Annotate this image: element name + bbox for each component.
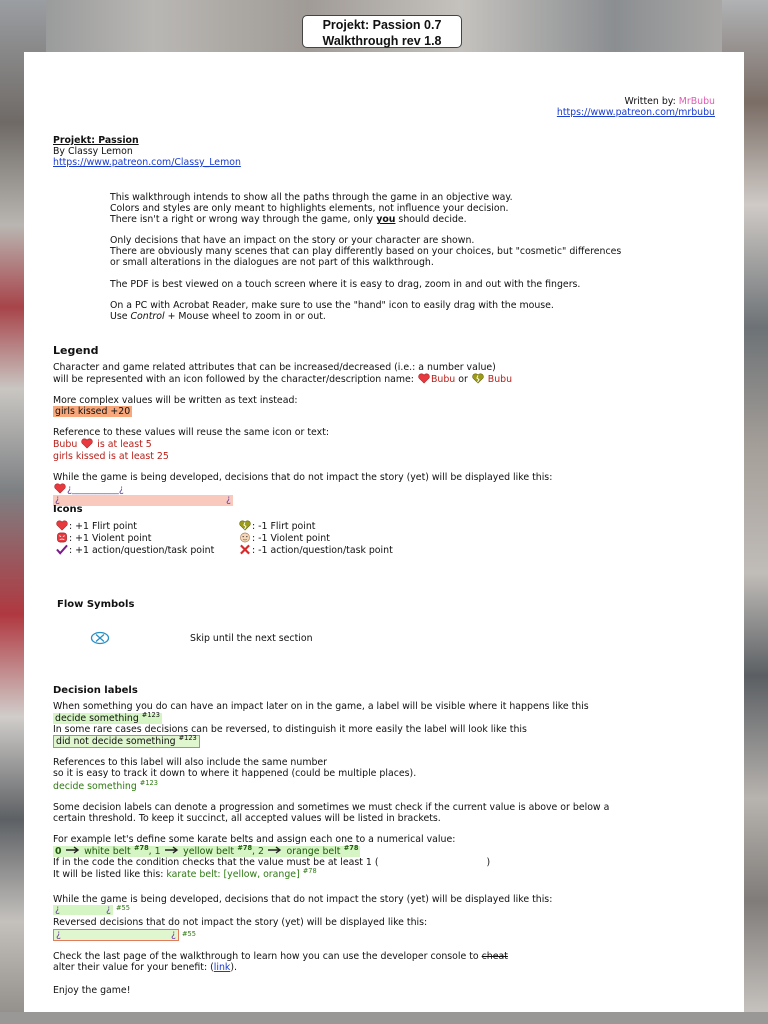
decisions-heading: Decision labels — [53, 685, 138, 696]
intro-text: This walkthrough intends to show all the paths through the game in an objective way. — [110, 192, 513, 203]
arrow-icon — [65, 846, 81, 854]
decisions-block: When something you do can have an impact later on in the game, a label will be visible where it happens like this decide something $^{\#123}$ In some rare cases decisions can be reversed, to distinguish it more easily the label will look like this did not decide something $^{\#123}$ References to this label will also include the same number so it is easy to track it down to where it happened (could be multiple places). decide something $^{\#123}$ Some decision labels can denote a progression and sometimes we must check if the current value is above or below a certain threshold. To keep it succinct, all accepted values will be listed in brackets. For example let's define some karate belts and assign each one to a numerical value: 0 white belt $^{\#78}$, 1 yellow belt $^{\#78}$, 2 orange belt $^{\#78}$ If in the code the condition checks that the value must be at least 1 ( ) It will be listed like this: karate belt: [yellow, orange] $^{\#78}$ While the game is being developed, decisions that do not impact the story (yet) will be displayed like this: ¿ ¿ $^{\#55}$ Reversed decisions that do not impact the story (yet) will be displayed like this: ¿ ¿ $^{\#55}$ Check the last page of the walkthrough to learn how you can use the developer console to cheat alter their value for your benefit: (link). Enjoy the game! — [53, 701, 610, 996]
intro-text: There are obviously many scenes that can play differently based on your choices, but "cosmetic" differences — [110, 246, 622, 258]
decision-text: In some rare cases decisions can be reversed, to distinguish it more easily the label will look like this — [53, 724, 527, 736]
legend-heading: Legend — [53, 344, 99, 357]
icon-row: : -1 action/question/task point — [238, 544, 393, 556]
heart-icon — [55, 520, 69, 531]
invisible-decision-label: ¿ ¿ — [55, 904, 111, 916]
decision-text: It will be listed like this: karate belt: [yellow, orange] $^{\#78}$ — [53, 867, 317, 881]
icon-row: : -1 Flirt point — [238, 520, 393, 532]
legend-text: Reference to these values will reuse the same icon or text: — [53, 427, 330, 439]
icons-column-right — [238, 520, 393, 556]
intro-text: Colors and styles are only meant to highlights elements, not influence your decision. — [110, 203, 509, 215]
arrow-icon — [267, 846, 283, 854]
cross-icon — [238, 544, 252, 555]
intro-text: There isn't a right or wrong way through the game, only you should decide. — [110, 214, 467, 226]
decision-text: alter their value for your benefit: (link). — [53, 961, 238, 973]
decision-text: If in the code the condition checks that the value must be at least 1 ( ) — [53, 857, 491, 869]
invisible-decision-example: ¿__________¿ — [53, 483, 552, 495]
written-by-label: Written by: — [624, 96, 679, 107]
legend-block — [53, 362, 552, 506]
intro-text: or small alterations in the dialogues are not part of this walkthrough. — [110, 257, 434, 269]
skip-section-label: Skip until the next section — [190, 633, 313, 644]
decision-label-example: decide something $^{\#123}$ — [55, 711, 160, 725]
author-link[interactable]: https://www.patreon.com/mrbubu — [556, 107, 715, 119]
closing-text: Enjoy the game! — [53, 984, 131, 996]
decision-text: Reversed decisions that do not impact the story (yet) will be displayed like this: — [53, 917, 428, 929]
intro-text: On a PC with Acrobat Reader, make sure to use the "hand" icon to easily drag with the mouse. — [110, 299, 554, 311]
intro-text: The PDF is best viewed on a touch screen where it is easy to drag, zoom in and out with the fingers. — [110, 278, 581, 290]
reference-example: Bubu is at least 5 — [53, 439, 152, 451]
girls-kissed-value: girls kissed +20 — [55, 406, 131, 418]
game-link[interactable]: https://www.patreon.com/Classy_Lemon — [53, 157, 241, 169]
decision-text: Check the last page of the walkthrough to learn how you can use the developer console to cheat — [53, 950, 508, 962]
decision-reference: decide something $^{\#123}$ — [53, 778, 158, 792]
reversed-decision-label: did not decide something $^{\#123}$ — [53, 735, 200, 748]
decision-text: While the game is being developed, decisions that do not impact the story (yet) will be displayed like this: — [53, 894, 553, 906]
calm-face-icon — [238, 532, 252, 543]
icons-heading: Icons — [53, 504, 83, 515]
title-line-2: Walkthrough rev 1.8 — [322, 34, 442, 48]
skip-section-icon — [90, 631, 110, 645]
heart-icon — [53, 483, 67, 494]
invisible-decision-bar: ¿ ¿ — [55, 493, 231, 505]
title-line-1: Projekt: Passion 0.7 — [322, 18, 442, 32]
heart-icon — [417, 373, 431, 384]
angry-face-icon — [55, 532, 69, 543]
intro-text: Only decisions that have an impact on the story or your character are shown. — [110, 235, 475, 247]
decision-text: so it is easy to track it down to where it happened (could be multiple places). — [53, 768, 417, 780]
author-block — [557, 96, 715, 118]
decision-text: References to this label will also include the same number — [53, 757, 328, 769]
document-page — [24, 52, 744, 1012]
icons-column-left — [55, 520, 214, 556]
broken-heart-icon — [471, 373, 485, 384]
icon-row: : +1 Flirt point — [55, 520, 214, 532]
background-bottom — [0, 1012, 768, 1024]
decision-text: When something you do can have an impact later on in the game, a label will be visible where it happens like this — [53, 701, 589, 712]
icon-row: : +1 action/question/task point — [55, 544, 214, 556]
flow-heading: Flow Symbols — [57, 599, 135, 610]
legend-text: More complex values will be written as text instead: — [53, 395, 298, 407]
intro-text: Use Control + Mouse wheel to zoom in or out. — [110, 310, 326, 322]
reference-example: girls kissed is at least 25 — [53, 450, 169, 462]
decision-text: Some decision labels can denote a progression and sometimes we must check if the current value is above or below a — [53, 801, 610, 813]
legend-text: will be represented with an icon followed by the character/description name: Bubu or Bubu — [53, 374, 513, 386]
console-link[interactable]: link — [213, 961, 231, 973]
game-author: By Classy Lemon — [53, 146, 133, 158]
author-name: MrBubu — [678, 96, 715, 107]
legend-text: Character and game related attributes that can be increased/decreased (i.e.: a number value) — [53, 362, 496, 373]
arrow-icon — [164, 846, 180, 854]
invisible-reversed-label: ¿ ¿ — [53, 929, 179, 941]
karate-belts-example: 0 white belt $^{\#78}$, 1 yellow belt $^{\#78}$, 2 orange belt $^{\#78}$ — [55, 843, 359, 857]
decision-text: certain threshold. To keep it succinct, all accepted values will be listed in brackets. — [53, 812, 441, 824]
game-name: Projekt: Passion — [53, 135, 139, 146]
document-title — [302, 15, 462, 48]
decision-text: For example let's define some karate belts and assign each one to a numerical value: — [53, 833, 456, 845]
broken-heart-icon — [238, 520, 252, 531]
heart-icon — [80, 438, 94, 449]
game-info — [53, 135, 241, 168]
legend-text: While the game is being developed, decisions that do not impact the story (yet) will be displayed like this: — [53, 471, 553, 483]
checkmark-icon — [55, 544, 69, 555]
intro-block — [110, 192, 621, 322]
icon-row: : -1 Violent point — [238, 532, 393, 544]
icon-row: : +1 Violent point — [55, 532, 214, 544]
